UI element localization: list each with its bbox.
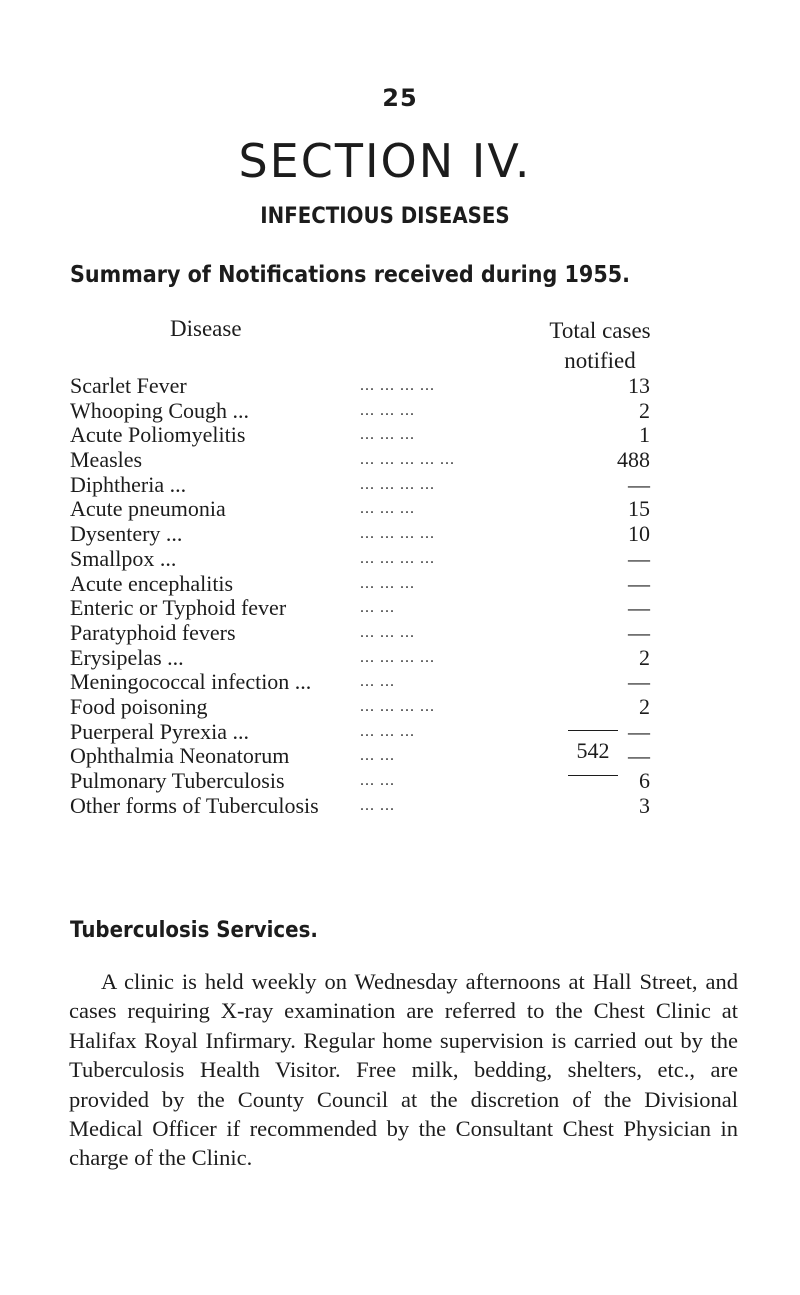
table-row: [70, 423, 650, 448]
case-count: —: [628, 595, 650, 621]
leader-dots: ... ... ... ...: [360, 697, 435, 715]
leader-dots: ... ... ... ...: [360, 549, 435, 567]
disease-name: Whooping Cough ...: [70, 397, 250, 423]
disease-name: Scarlet Fever: [70, 373, 187, 398]
leader-dots: ... ... ...: [360, 500, 415, 518]
case-count: —: [628, 471, 650, 497]
case-count: —: [628, 619, 650, 645]
case-count: 1: [639, 422, 650, 448]
leader-dots: ... ... ...: [360, 574, 415, 592]
disease-name: Meningococcal infection ...: [70, 669, 312, 695]
disease-name: Ophthalmia Neonatorum: [70, 743, 290, 769]
summary-heading: Summary of Notifications received during 1955.: [70, 262, 630, 288]
tuberculosis-heading: Tuberculosis Services.: [70, 918, 318, 943]
case-count: —: [628, 669, 650, 695]
disease-name: Smallpox ...: [70, 545, 177, 571]
total-rule-top: [568, 730, 618, 731]
table-row: [70, 572, 650, 597]
leader-dots: ... ... ...: [360, 623, 415, 641]
case-count: 15: [628, 496, 650, 522]
table-row: [70, 646, 650, 671]
disease-name: Other forms of Tuberculosis: [70, 792, 319, 818]
disease-name: Acute encephalitis: [70, 570, 234, 596]
column-header-disease: Disease: [170, 316, 242, 341]
column-header-total: Total cases notified: [549, 318, 651, 373]
table-row: [70, 522, 650, 547]
table-row: [70, 497, 650, 522]
case-count: 2: [639, 644, 650, 670]
table-row: [70, 473, 650, 498]
leader-dots: ... ... ...: [360, 401, 415, 419]
disease-name: Erysipelas ...: [70, 644, 184, 670]
total-value: 542: [576, 738, 610, 763]
table-row: [70, 769, 650, 794]
case-count: 2: [639, 397, 650, 423]
leader-dots: ... ...: [360, 599, 395, 617]
case-count: 2: [639, 693, 650, 719]
table-row: [70, 794, 650, 819]
disease-name: Pulmonary Tuberculosis: [70, 768, 285, 793]
case-count: 6: [639, 768, 650, 793]
section-title: SECTION IV.: [238, 134, 532, 188]
case-count: 13: [628, 373, 650, 398]
table-row: [70, 695, 650, 720]
table-row: [70, 399, 650, 424]
case-count: 10: [628, 521, 650, 547]
disease-name: Enteric or Typhoid fever: [70, 595, 287, 621]
table-row: [70, 547, 650, 572]
leader-dots: ... ...: [360, 747, 395, 765]
case-count: 488: [617, 447, 650, 473]
leader-dots: ... ... ... ... ...: [360, 451, 455, 469]
leader-dots: ... ...: [360, 796, 395, 814]
leader-dots: ... ...: [360, 673, 395, 691]
leader-dots: ... ... ... ...: [360, 648, 435, 666]
leader-dots: ... ... ...: [360, 426, 415, 444]
disease-name: Paratyphoid fevers: [70, 619, 236, 645]
leader-dots: ... ... ... ...: [360, 475, 435, 493]
case-count: 3: [639, 792, 650, 818]
disease-name: Food poisoning: [70, 693, 208, 719]
case-count: —: [628, 545, 650, 571]
page-number: 25: [382, 84, 418, 112]
case-count: —: [628, 743, 650, 769]
tuberculosis-paragraph: A clinic is held weekly on Wednesday afternoons at Hall Street, and cases requiring X-ray examination are referred to the Chest Clinic at Halifax Royal Infirmary. Regular home supervision is carried out by the Tuberculosis Health Visitor. Free milk, bedding, shelters, etc., are provided by the County Council at the discretion of the Divisional Medical Officer if recommended by the Consultant Chest Physician in charge of the Clinic.: [69, 969, 738, 1171]
disease-name: Dysentery ...: [70, 521, 183, 547]
total-rule-bottom: [568, 775, 618, 776]
disease-name: Acute Poliomyelitis: [70, 422, 246, 448]
disease-name: Acute pneumonia: [70, 496, 226, 522]
table-row: [70, 596, 650, 621]
table-row: [70, 670, 650, 695]
leader-dots: ... ...: [360, 772, 395, 789]
subtitle: INFECTIOUS DISEASES: [260, 204, 510, 229]
disease-name: Diphtheria ...: [70, 471, 187, 497]
leader-dots: ... ... ... ...: [360, 525, 435, 543]
leader-dots: ... ... ...: [360, 722, 415, 740]
table-row: [70, 621, 650, 646]
case-count: —: [628, 570, 650, 596]
table-row: [70, 448, 650, 473]
leader-dots: ... ... ... ...: [360, 377, 435, 394]
case-count: —: [628, 718, 650, 744]
disease-name: Measles: [70, 447, 143, 473]
table-row: [70, 374, 650, 399]
disease-name: Puerperal Pyrexia ...: [70, 718, 249, 744]
